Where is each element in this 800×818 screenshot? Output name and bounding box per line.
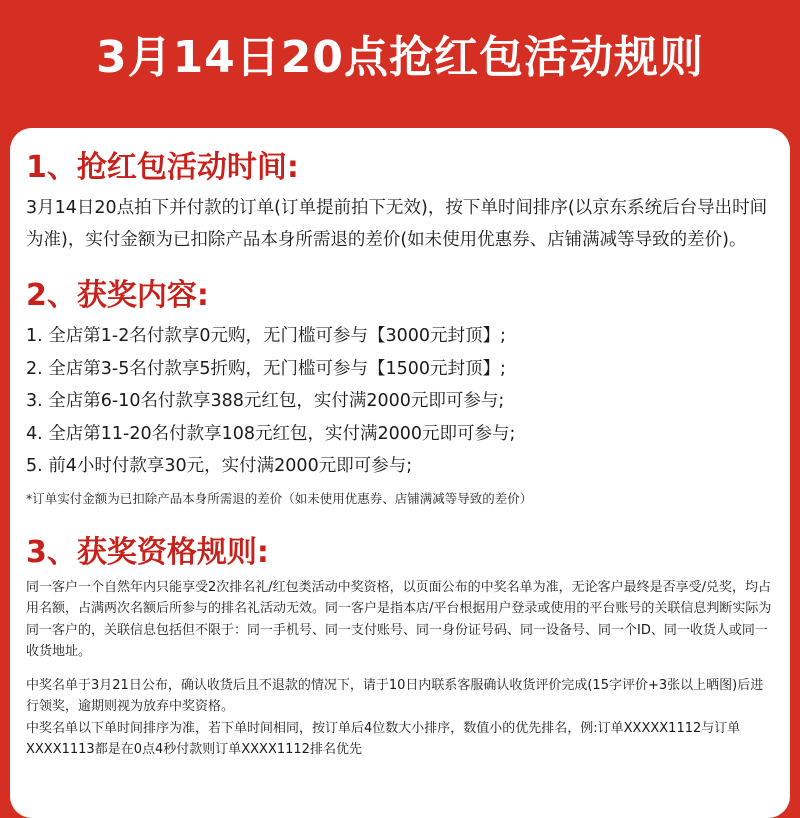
rules-paragraph-3: 中奖名单以下单时间排序为准，若下单时间相同，按订单后4位数大小排序，数值小的优先排名，例:订单XXXXX1112与订单XXXX1113都是在0点4秒付款则订单XXXX1112排名优先	[26, 720, 741, 757]
rules-content	[26, 148, 776, 761]
section-heading-rules: 3、获奖资格规则:	[26, 534, 269, 570]
prize-item: 1. 全店第1-2名付款享0元购，无门槛可参与【3000元封顶】;	[26, 326, 506, 346]
rules-paragraph-1: 同一客户一个自然年内只能享受2次排名礼/红包类活动中奖资格，以页面公布的中奖名单为准，无论客户最终是否享受/兑奖，均占用名额，占满两次名额后所参与的排名礼活动无效。同一客户是指本店/平台根据用户登录或使用的平台账号的关联信息判断实际为同一客户的，关联信息包括但不限于：同一手机号、同一支付账号、同一身份证号码、同一设备号、同一个ID、同一收货人或同一收货地址。	[26, 579, 772, 659]
prize-item: 4. 全店第11-20名付款享108元红包，实付满2000元即可参与;	[26, 423, 516, 444]
prize-list	[26, 320, 776, 483]
prize-item: 3. 全店第6-10名付款享388元红包，实付满2000元即可参与;	[26, 391, 505, 411]
section-heading-prize: 2、获奖内容:	[26, 278, 209, 313]
page-title: 3月14日20点抢红包活动规则	[95, 32, 705, 83]
prize-item: 2. 全店第3-5名付款享5折购，无门槛可参与【1500元封顶】;	[26, 358, 506, 379]
prize-note: *订单实付金额为已扣除产品本身所需退的差价（如未使用优惠券、店铺满减等导致的差价）	[26, 490, 533, 506]
time-text: 3月14日20点拍下并付款的订单(订单提前拍下无效)，按下单时间排序(以京东系统后台导出时间为准)，实付金额为已扣除产品本身所需退的差价(如未使用优惠券、店铺满减等导致的差价)。	[26, 198, 768, 250]
prize-item: 5. 前4小时付款享30元，实付满2000元即可参与;	[26, 456, 413, 476]
section-heading-time: 1、抢红包活动时间:	[26, 150, 299, 185]
rules-paragraph-2: 中奖名单于3月21日公布，确认收货后且不退款的情况下，请于10日内联系客服确认收货评价完成(15字评价+3张以上晒图)后进行领奖，逾期则视为放弃中奖资格。	[26, 677, 764, 714]
